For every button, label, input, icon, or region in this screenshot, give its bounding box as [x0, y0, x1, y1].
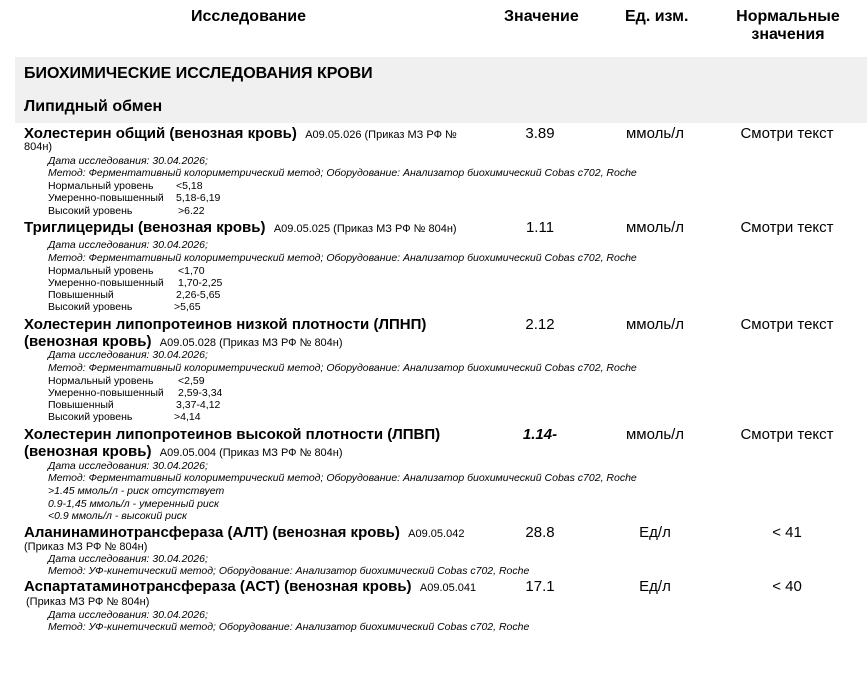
range-value: 1,70-2,25 [178, 277, 223, 289]
test-name: Холестерин липопротеинов высокой плотности (ЛПВП) [24, 426, 441, 443]
range-label: Повышенный [48, 289, 114, 301]
section-title: БИОХИМИЧЕСКИЕ ИССЛЕДОВАНИЯ КРОВИ [24, 65, 373, 82]
test-norm: Смотри текст [740, 426, 834, 443]
column-header-norm: Нормальные значения [736, 8, 840, 43]
range-label: Повышенный [48, 399, 114, 411]
test-name: Холестерин общий (венозная кровь) A09.05.026 (Приказ МЗ РФ № [24, 125, 457, 142]
test-name: Аланинаминотрансфераза (АЛТ) (венозная кровь) A09.05.042 [24, 524, 465, 541]
column-header-value: Значение [504, 8, 579, 25]
range-value: <2,59 [178, 375, 205, 387]
range-label: Нормальный уровень [48, 180, 154, 192]
column-header-unit: Ед. изм. [625, 8, 689, 25]
test-norm: < 41 [772, 524, 802, 541]
test-unit: ммоль/л [625, 219, 685, 236]
test-date: Дата исследования: 30.04.2026; [48, 349, 208, 361]
test-name-continued: (венозная кровь) A09.05.004 (Приказ МЗ РФ № 804н) [24, 443, 343, 460]
risk-note: 0.9-1,45 ммоль/л - умеренный риск [48, 498, 219, 510]
range-label: Умеренно-повышенный [48, 192, 164, 204]
test-name: Холестерин липопротеинов низкой плотности (ЛПНП) [24, 316, 427, 333]
test-unit: Ед/л [639, 524, 671, 541]
test-code: (Приказ МЗ РФ № 804н) [24, 541, 148, 553]
test-unit: ммоль/л [625, 316, 685, 333]
test-method: Метод: Ферментативный колориметрический метод; Оборудование: Анализатор биохимический Cobas c702, Roche [48, 472, 637, 484]
test-name-continued: (венозная кровь) A09.05.028 (Приказ МЗ РФ № 804н) [24, 333, 343, 350]
section-subtitle: Липидный обмен [24, 98, 163, 115]
range-label: Нормальный уровень [48, 265, 154, 277]
test-unit: ммоль/л [625, 125, 685, 142]
risk-note: >1.45 ммоль/л - риск отсутствует [48, 485, 225, 497]
test-code: (Приказ МЗ РФ № 804н) [26, 596, 150, 608]
range-label: Высокий уровень [48, 301, 133, 313]
test-method: Метод: УФ-кинетический метод; Оборудование: Анализатор биохимический Cobas c702, Roche [48, 565, 530, 577]
test-norm: < 40 [772, 578, 802, 595]
column-header-test: Исследование [191, 8, 306, 25]
risk-note: <0.9 ммоль/л - высокий риск [48, 510, 188, 522]
range-label: Умеренно-повышенный [48, 387, 164, 399]
test-code: 804н) [24, 141, 53, 153]
test-value: 2.12 [525, 316, 555, 333]
test-method: Метод: УФ-кинетический метод; Оборудование: Анализатор биохимический Cobas c702, Roche [48, 621, 530, 633]
test-value-flagged: 1.14- [522, 426, 558, 443]
test-value: 28.8 [525, 524, 555, 541]
range-label: Нормальный уровень [48, 375, 154, 387]
test-unit: Ед/л [639, 578, 671, 595]
range-label: Умеренно-повышенный [48, 277, 164, 289]
test-value: 3.89 [525, 125, 555, 142]
range-value: 3,37-4,12 [176, 399, 221, 411]
test-name: Аспартатаминотрансфераза (АСТ) (венозная кровь) A09.05.041 [24, 578, 477, 595]
range-value: 5,18-6,19 [176, 192, 221, 204]
test-norm: Смотри текст [740, 219, 834, 236]
test-method: Метод: Ферментативный колориметрический метод; Оборудование: Анализатор биохимический Cobas c702, Roche [48, 167, 637, 179]
test-name: Триглицериды (венозная кровь) A09.05.025 (Приказ МЗ РФ № 804н) [24, 219, 457, 236]
test-method: Метод: Ферментативный колориметрический метод; Оборудование: Анализатор биохимический Cobas c702, Roche [48, 252, 637, 264]
range-value: <1,70 [178, 265, 205, 277]
range-value: >5,65 [174, 301, 201, 313]
test-date: Дата исследования: 30.04.2026; [48, 553, 208, 565]
test-norm: Смотри текст [740, 316, 834, 333]
range-value: 2,26-5,65 [176, 289, 221, 301]
range-value: 2,59-3,34 [178, 387, 223, 399]
range-value: <5,18 [176, 180, 203, 192]
range-label: Высокий уровень [48, 411, 133, 423]
test-value: 17.1 [525, 578, 555, 595]
range-label: Высокий уровень [48, 205, 133, 217]
test-date: Дата исследования: 30.04.2026; [48, 460, 208, 472]
test-date: Дата исследования: 30.04.2026; [48, 609, 208, 621]
test-date: Дата исследования: 30.04.2026; [48, 239, 208, 251]
test-method: Метод: Ферментативный колориметрический метод; Оборудование: Анализатор биохимический Cobas c702, Roche [48, 362, 637, 374]
range-value: >4,14 [174, 411, 201, 423]
test-unit: ммоль/л [625, 426, 685, 443]
test-norm: Смотри текст [740, 125, 834, 142]
test-value: 1.11 [525, 219, 555, 236]
range-value: >6.22 [178, 205, 205, 217]
test-date: Дата исследования: 30.04.2026; [48, 155, 208, 167]
